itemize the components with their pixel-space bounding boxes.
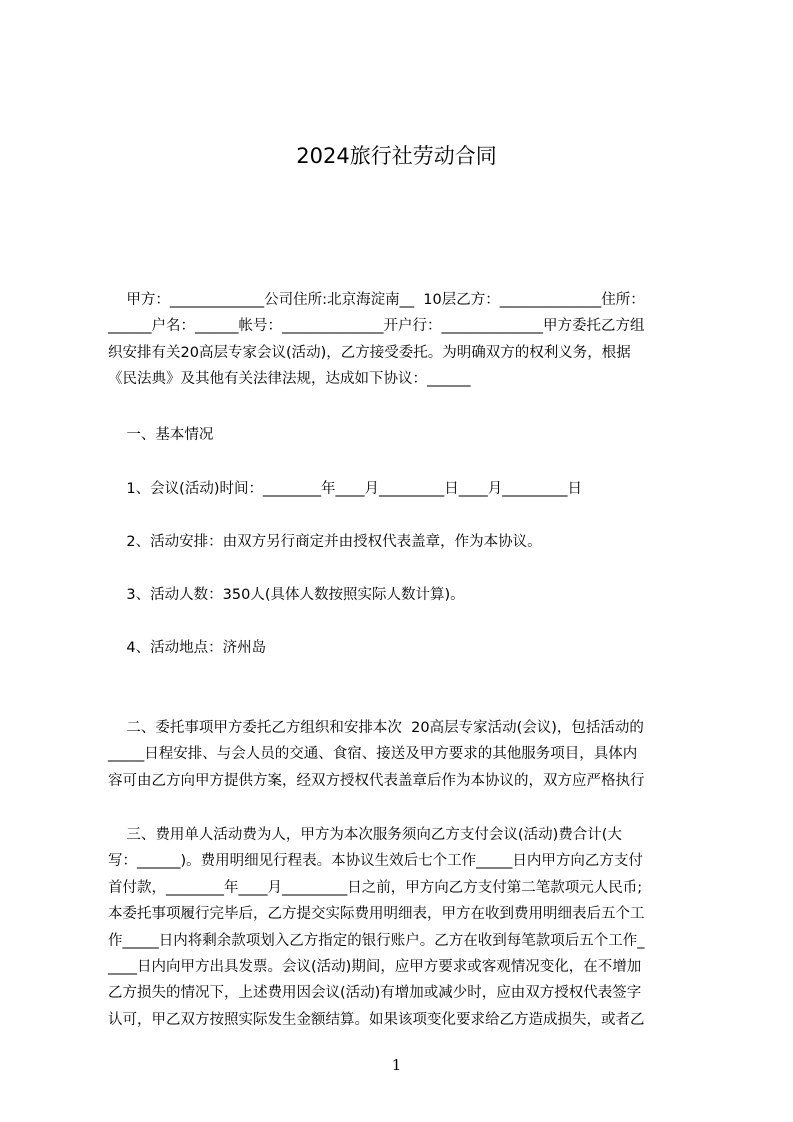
item-text: 1、会议(活动)时间：________年____月_________日____月_________日 (108, 481, 582, 497)
section-line: 二、委托事项甲方委托乙方组织和安排本次 20高层专家活动(会议)，包括活动的 (108, 720, 644, 736)
item-text: 3、活动人数：350人(具体人数按照实际人数计算)。 (108, 587, 465, 603)
intro-line: 织安排有关20高层专家会议(活动)，乙方接受委托。为明确双方的权利义务，根据 (108, 344, 631, 361)
item-activity-headcount (108, 582, 708, 608)
document-title: 2024旅行社劳动合同 (296, 144, 497, 168)
section-fees (108, 822, 708, 1033)
intro-line: ______户名：______帐号：______________开户行：______________甲方委托乙方组 (108, 318, 645, 335)
section-entrusted-matters (108, 715, 708, 794)
section-line: 三、费用单人活动费为人，甲方为本次服务须向乙方支付会议(活动)费合计(大 (108, 827, 622, 843)
intro-line: 甲方：_____________公司住所:北京海淀南__ 10层乙方：______________住所： (108, 292, 645, 308)
intro-line: 《民法典》及其他有关法律法规，达成如下协议：______ (108, 371, 471, 388)
section-line: 容可由乙方向甲方提供方案，经双方授权代表盖章后作为本协议的，双方应严格执行 (108, 772, 645, 789)
section-heading-basic-info (108, 422, 708, 448)
section-heading-text: 一、基本情况 (108, 427, 214, 443)
section-line: 本委托事项履行完毕后，乙方提交实际费用明细表，甲方在收到费用明细表后五个工 (108, 906, 645, 923)
item-text: 2、活动安排：由双方另行商定并由授权代表盖章，作为本协议。 (108, 534, 542, 550)
item-activity-arrangement (108, 529, 708, 555)
section-line: 认可，甲乙双方按照实际发生金额结算。如果该项变化要求给乙方造成损失，或者乙 (108, 1011, 645, 1028)
section-line: _____日程安排、与会人员的交通、食宿、接送及甲方要求的其他服务项目，具体内 (108, 746, 638, 763)
intro-paragraph (108, 287, 708, 393)
section-line: 作_____日内将剩余款项划入乙方指定的银行账户。乙方在收到每笔款项后五个工作_ (108, 932, 645, 949)
item-text: 4、活动地点：济州岛 (108, 640, 267, 656)
section-line: 首付款，________年____月_________日之前，甲方向乙方支付第二笔款项元人民币; (108, 879, 643, 896)
section-line: 写：______)。费用明细见行程表。本协议生效后七个工作_____日内甲方向乙方支付 (108, 853, 643, 870)
page-number: 1 (391, 1056, 402, 1074)
item-meeting-time (108, 476, 708, 502)
item-activity-location (108, 635, 708, 661)
section-line: ____日内向甲方出具发票。会议(活动)期间，应甲方要求或客观情况变化，在不增加 (108, 958, 642, 975)
section-line: 乙方损失的情况下，上述费用因会议(活动)有增加或减少时，应由双方授权代表签字 (108, 985, 642, 1002)
